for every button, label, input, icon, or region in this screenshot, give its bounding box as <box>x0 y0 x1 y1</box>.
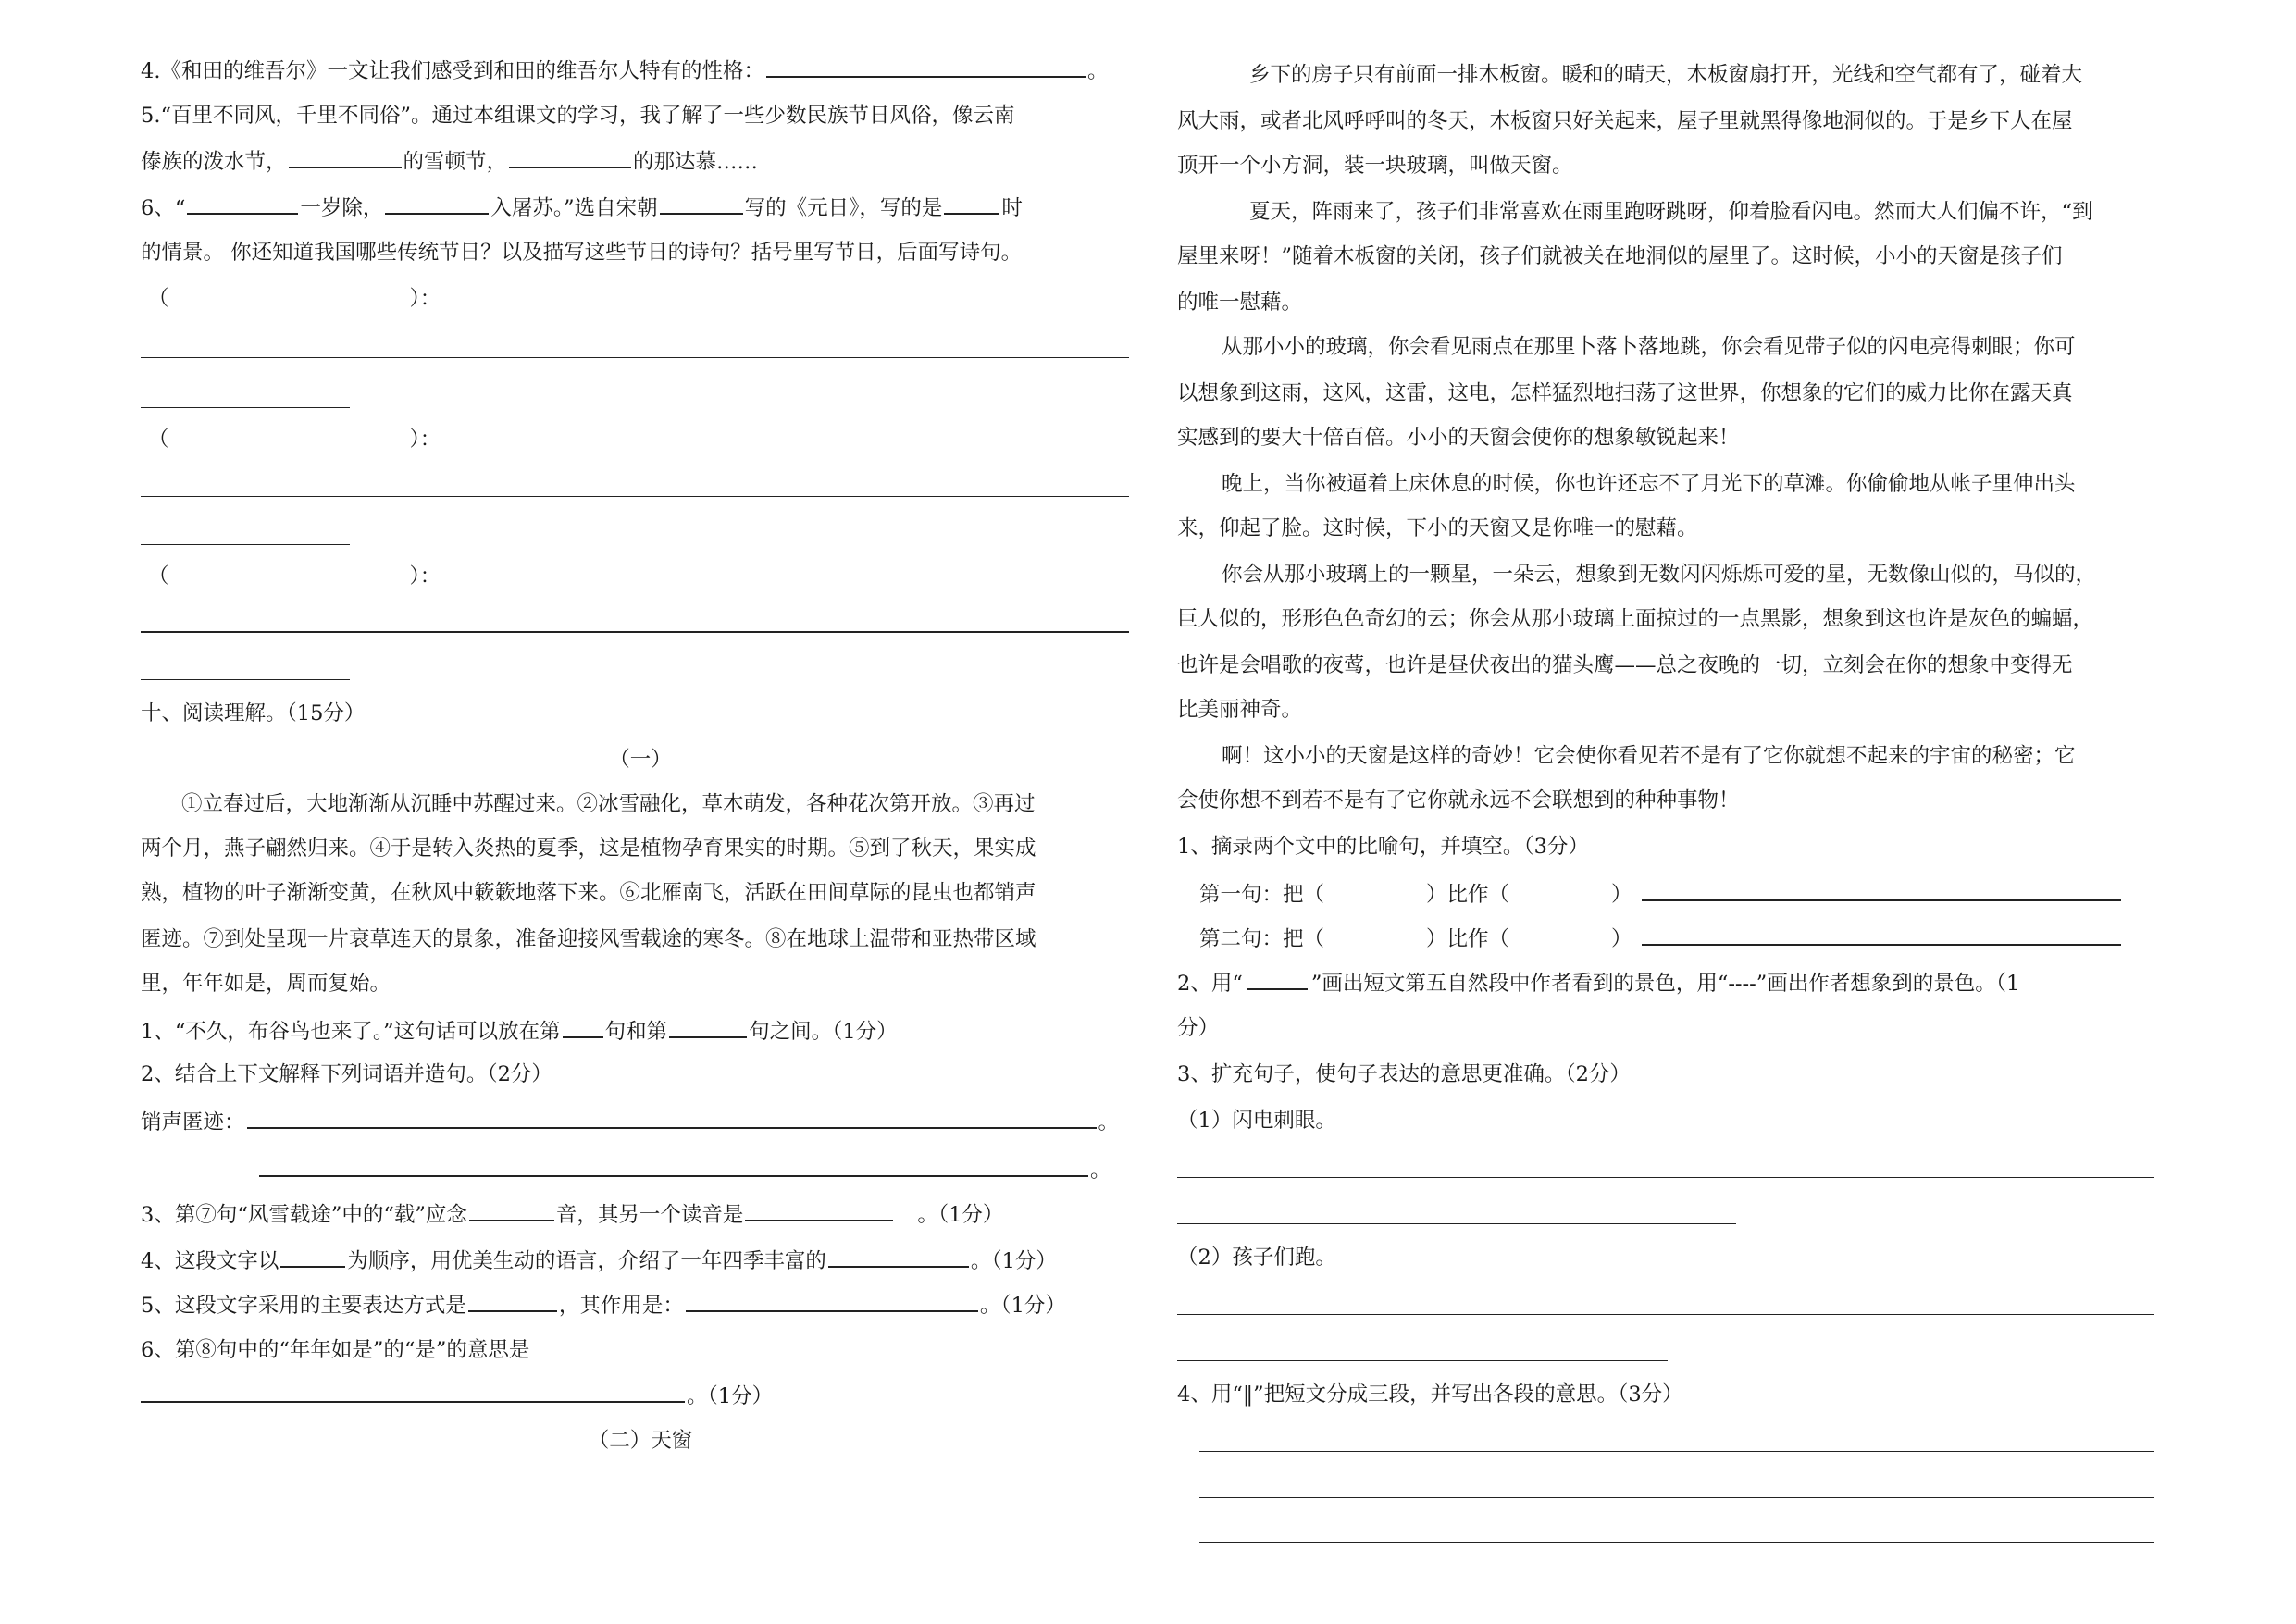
answer-blank[interactable] <box>669 1016 747 1038</box>
skylight-para-3-line-2: 以想象到这雨，这风，这雷，这电，怎样猛烈地扫荡了这世界，你想象的它们的威力比你在露天真 <box>1177 381 2073 405</box>
answer-blank[interactable] <box>259 1155 1088 1177</box>
skylight-q2-cont: 分） <box>1177 1016 1220 1040</box>
skylight-q4: 4、用“‖”把短文分成三段，并写出各段的意思。（3分） <box>1177 1382 1683 1407</box>
reading-q1: 1、“不久，布谷鸟也来了。”这句话可以放在第 句和第 句之间。（1分） <box>141 1016 898 1046</box>
reading-q3: 3、第⑦句“风雪载途”中的“载”应念 音，其另一个读音是 。（1分） <box>141 1199 1003 1229</box>
answer-line[interactable] <box>1177 1314 2154 1315</box>
festival-paren-2[interactable]: （ ）： <box>148 428 441 452</box>
answer-blank[interactable] <box>828 1246 969 1268</box>
answer-blank[interactable] <box>1642 879 2121 901</box>
answer-blank[interactable] <box>944 192 999 215</box>
reading-q2-word: 销声匿迹： 。 <box>141 1107 1119 1136</box>
skylight-para-3-line-1: 从那小小的玻璃，你会看见雨点在那里卜落卜落地跳，你会看见带子似的闪电亮得刺眼；你可 <box>1222 335 2076 359</box>
reading-q4: 4、这段文字以 为顺序，用优美生动的语言，介绍了一年四季丰富的 。（1分） <box>141 1246 1057 1275</box>
skylight-para-4-line-1: 晚上，当你被逼着上床休息的时候，你也许还忘不了月光下的草滩。你偷偷地从帐子里伸出头 <box>1222 472 2076 496</box>
answer-blank[interactable] <box>509 146 631 168</box>
question-5-line-1: 5.“百里不同风，千里不同俗”。通过本组课文的学习，我了解了一些少数民族节日风俗，像云南 <box>141 104 1015 128</box>
answer-blank[interactable] <box>289 146 402 168</box>
passage-1-line-3: 熟，植物的叶子渐渐变黄，在秋风中簌簌地落下来。⑥北雁南飞，活跃在田间草际的昆虫也都销声 <box>141 881 1036 905</box>
answer-blank[interactable] <box>1642 924 2121 946</box>
question-4: 4.《和田的维吾尔》一文让我们感受到和田的维吾尔人特有的性格： 。 <box>141 56 1108 85</box>
answer-line[interactable] <box>1199 1542 2154 1543</box>
answer-line[interactable] <box>141 496 1129 497</box>
reading-q2-line-2: 。 <box>257 1155 1111 1184</box>
answer-line[interactable] <box>1177 1177 2154 1178</box>
answer-line[interactable] <box>141 631 1129 633</box>
skylight-para-5-line-4: 比美丽神奇。 <box>1177 698 1303 722</box>
festival-paren-3[interactable]: （ ）： <box>148 564 441 589</box>
reading-q6-answer: 。（1分） <box>141 1381 773 1410</box>
answer-line[interactable] <box>141 679 350 680</box>
question-6-line-2: 的情景。 你还知道我国哪些传统节日？以及描写这些节日的诗句？括号里写节日，后面写诗句。 <box>141 241 1023 265</box>
skylight-para-2-line-1: 夏天，阵雨来了，孩子们非常喜欢在雨里跑呀跳呀，仰着脸看闪电。然而大人们偏不许，“到 <box>1249 200 2093 224</box>
skylight-q2: 2、用“ ”画出短文第五自然段中作者看到的景色，用“----”画出作者想象到的景色。（1 <box>1177 972 2020 996</box>
passage-1-line-1: ①立春过后，大地渐渐从沉睡中苏醒过来。②冰雪融化，草木萌发，各种花次第开放。③再过 <box>181 792 1036 816</box>
reading-q6: 6、第⑧句中的“年年如是”的“是”的意思是 <box>141 1338 530 1362</box>
skylight-para-4-line-2: 来，仰起了脸。这时候，下小的天窗又是你唯一的慰藉。 <box>1177 516 1698 540</box>
skylight-para-1-line-3: 顶开一个小方洞，装一块玻璃，叫做天窗。 <box>1177 154 1573 178</box>
festival-paren-1[interactable]: （ ）： <box>148 287 441 311</box>
answer-line[interactable] <box>1199 1497 2154 1498</box>
reading-q5: 5、这段文字采用的主要表达方式是 ，其作用是： 。（1分） <box>141 1290 1066 1320</box>
skylight-q3-2: （2）孩子们跑。 <box>1177 1246 1336 1270</box>
part-1-title: （一） <box>609 748 672 772</box>
answer-blank[interactable] <box>660 192 743 215</box>
answer-blank[interactable] <box>745 1199 893 1221</box>
answer-blank[interactable] <box>247 1107 1097 1129</box>
answer-line[interactable] <box>1199 1451 2154 1452</box>
answer-line[interactable] <box>141 544 350 545</box>
skylight-para-5-line-3: 也许是会唱歌的夜莺，也许是昼伏夜出的猫头鹰——总之夜晚的一切，立刻会在你的想象中变得无 <box>1177 653 2073 677</box>
section-10-heading: 十、阅读理解。（15分） <box>141 701 366 725</box>
reading-q2: 2、结合上下文解释下列词语并造句。（2分） <box>141 1062 552 1086</box>
answer-blank[interactable] <box>469 1199 554 1221</box>
answer-blank[interactable] <box>563 1016 603 1038</box>
question-6-line-1: 6、“ 一岁除， 入屠苏。”选自宋朝 写的《元日》，写的是 时 <box>141 192 1023 222</box>
skylight-para-6-line-2: 会使你想不到若不是有了它你就永远不会联想到的种种事物！ <box>1177 788 1740 812</box>
passage-1-line-2: 两个月，燕子翩然归来。④于是转入炎热的夏季，这是植物孕育果实的时期。⑤到了秋天，果实成 <box>141 837 1036 861</box>
answer-line[interactable] <box>141 407 350 408</box>
skylight-q1-second: 第二句：把（ ）比作（ ） <box>1199 924 2123 953</box>
answer-blank[interactable] <box>766 56 1086 78</box>
skylight-q1-first: 第一句：把（ ）比作（ ） <box>1199 879 2123 909</box>
skylight-para-3-line-3: 实感到的要大十倍百倍。小小的天窗会使你的想象敏锐起来！ <box>1177 426 1740 450</box>
passage-1-line-5: 里，年年如是，周而复始。 <box>141 972 391 996</box>
answer-blank[interactable] <box>187 192 298 215</box>
answer-line[interactable] <box>1177 1223 1736 1224</box>
answer-line[interactable] <box>1177 1360 1668 1361</box>
skylight-para-6-line-1: 啊！这小小的天窗是这样的奇妙！它会使你看见若不是有了它你就想不起来的宇宙的秘密；它 <box>1222 744 2076 768</box>
skylight-q3: 3、扩充句子，使句子表达的意思更准确。（2分） <box>1177 1062 1631 1086</box>
skylight-para-5-line-1: 你会从那小玻璃上的一颗星，一朵云，想象到无数闪闪烁烁可爱的星，无数像山似的，马似的， <box>1222 563 2097 587</box>
passage-1-line-4: 匿迹。⑦到处呈现一片衰草连天的景象，准备迎接风雪载途的寒冬。⑧在地球上温带和亚热带区域 <box>141 927 1036 951</box>
skylight-q3-1: （1）闪电刺眼。 <box>1177 1109 1336 1133</box>
skylight-q1: 1、摘录两个文中的比喻句，并填空。（3分） <box>1177 835 1589 859</box>
question-5-line-2: 傣族的泼水节， 的雪顿节， 的那达慕…… <box>141 146 758 176</box>
skylight-para-1-line-2: 风大雨，或者北风呼呼叫的冬天，木板窗只好关起来，屋子里就黑得像地洞似的。于是乡下人在屋 <box>1177 109 2073 133</box>
answer-blank[interactable] <box>141 1381 685 1403</box>
skylight-para-5-line-2: 巨人似的，形形色色奇幻的云；你会从那小玻璃上面掠过的一点黑影，想象到这也许是灰色的蝙蝠， <box>1177 607 2094 631</box>
part-2-title: （二）天窗 <box>588 1429 693 1453</box>
answer-line[interactable] <box>141 357 1129 358</box>
answer-blank[interactable] <box>686 1290 978 1312</box>
answer-blank[interactable] <box>280 1246 345 1268</box>
skylight-para-2-line-2: 屋里来呀！”随着木板窗的关闭，孩子们就被关在地洞似的屋里了。这时候，小小的天窗是孩子们 <box>1177 244 2063 268</box>
answer-blank[interactable] <box>385 192 489 215</box>
skylight-para-1-line-1: 乡下的房子只有前面一排木板窗。暖和的晴天，木板窗扇打开，光线和空气都有了，碰着大 <box>1249 63 2083 87</box>
answer-blank[interactable] <box>468 1290 557 1312</box>
solid-underline-sample <box>1247 970 1308 990</box>
skylight-para-2-line-3: 的唯一慰藉。 <box>1177 291 1303 315</box>
